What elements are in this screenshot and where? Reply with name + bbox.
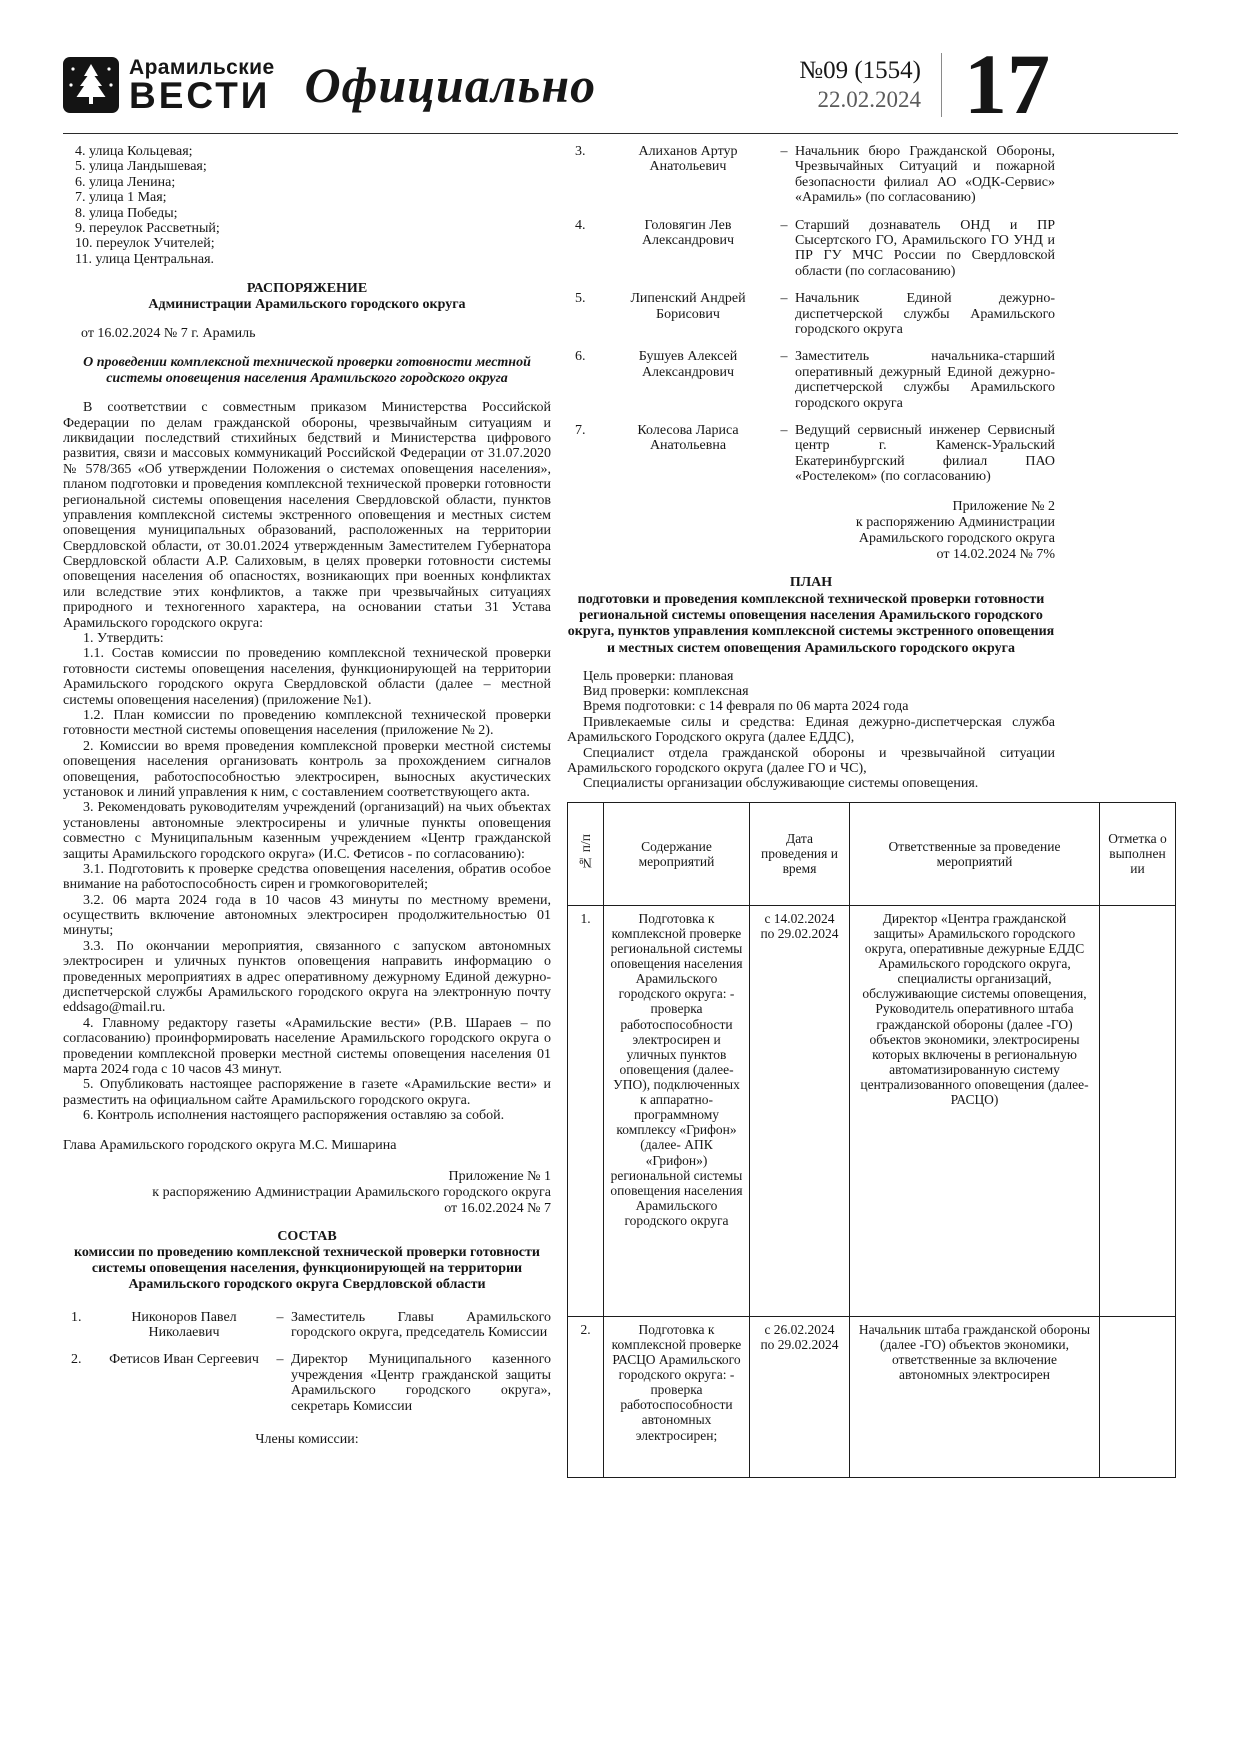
body-paragraph: 1.2. План комиссии по проведению комплексной технической проверки готовности местной системы оповещения населения (приложение № 2).	[63, 707, 551, 739]
order-heading-line2: Администрации Арамильского городского округа	[148, 296, 466, 312]
annex-2-line: Приложение № 2	[952, 498, 1055, 514]
member-name: Липенский Андрей Борисович	[630, 291, 746, 322]
plan-title: ПЛАН	[789, 574, 833, 590]
issue-info	[799, 57, 921, 113]
member-dash: –	[780, 349, 788, 365]
plan-row-date: с 14.02.2024 по 29.02.2024	[750, 905, 850, 1316]
order-subject: О проведении комплексной технической проверки готовности местной системы оповещения населения Арамильского городского округа	[83, 355, 531, 386]
commission-title-line: Арамильского городского округа Свердловской области	[128, 1277, 486, 1293]
commission-title-block	[69, 1229, 545, 1293]
member-name: Головягин Лев Александрович	[641, 217, 735, 249]
member-number: 1.	[71, 1309, 82, 1325]
street-item: 7. улица 1 Мая;	[75, 190, 167, 206]
plan-table-row	[568, 1316, 1176, 1477]
plan-row-mark	[1100, 905, 1176, 1316]
member-dash: –	[780, 422, 788, 438]
member-role: Директор Муниципального казенного учреждения «Центр гражданской защиты Арамильского городского округа», секретарь Комиссии	[291, 1352, 551, 1414]
annex-2-line: от 14.02.2024 № 7%	[936, 546, 1055, 562]
street-item: 6. улица Ленина;	[75, 174, 176, 190]
order-heading-line1: РАСПОРЯЖЕНИЕ	[246, 281, 368, 297]
street-item: 8. улица Победы;	[75, 205, 178, 221]
member-dash: –	[780, 217, 788, 233]
plan-row-number: 2.	[568, 1316, 604, 1477]
brand-name-top: Арамильские	[129, 55, 275, 79]
section-title: Официально	[304, 56, 597, 113]
annex-1-line: Приложение № 1	[448, 1168, 551, 1184]
plan-row-mark	[1100, 1316, 1176, 1477]
col-header-num-label: № п/п	[577, 833, 593, 871]
member-role: Заместитель Главы Арамильского городского округа, председатель Комиссии	[291, 1309, 551, 1340]
member-name: Алиханов Артур Анатольевич	[638, 144, 738, 175]
body-paragraph: 6. Контроль исполнения настоящего распоряжения оставляю за собой.	[83, 1108, 505, 1124]
masthead-divider	[941, 53, 942, 117]
commission-member-row	[567, 349, 1055, 411]
plan-info-line: Специалисты организации обслуживающие системы оповещения.	[583, 776, 979, 792]
page-number: 17	[964, 36, 1050, 132]
street-item: 11. улица Центральная.	[75, 251, 215, 267]
member-role: Старший дознаватель ОНД и ПР Сысертского ГО, Арамильского ГО УНД и ПР ГУ МЧС России по Свердловской области (по согласованию)	[795, 217, 1055, 279]
member-number: 7.	[575, 422, 586, 438]
member-dash: –	[276, 1352, 284, 1368]
members-note: Члены комиссии:	[255, 1431, 359, 1447]
member-number: 5.	[575, 291, 586, 307]
commission-member-row	[567, 291, 1055, 337]
commission-member-row	[567, 144, 1055, 206]
member-dash: –	[780, 144, 788, 160]
body-paragraph: 3.1. Подготовить к проверке средства оповещения населения, обратив особое внимание на работоспособность сирен и громкоговорителей;	[63, 861, 551, 893]
brand-name-bottom: ВЕСТИ	[129, 74, 271, 116]
order-heading	[63, 281, 551, 312]
left-column	[63, 144, 551, 1478]
col-header-num	[568, 802, 604, 905]
annex-2-block	[567, 499, 1055, 563]
annex-2-line: Арамильского городского округа	[858, 530, 1055, 546]
col-header-date: Дата проведения и время	[750, 802, 850, 905]
body-paragraph: 1. Утвердить:	[83, 631, 164, 647]
plan-row-content: Подготовка к комплексной проверке региональной системы оповещения населения Арамильского городского округа: - проверка работоспособности электросирен и уличных пунктов оповещения (далее- УПО), подключенных к аппаратно-программному комплексу «Грифон» (далее- АПК «Грифон») региональной системы оповещения населения Арамильского городского округа	[604, 905, 750, 1316]
commission-title-line: системы оповещения населения, функционирующей на территории	[91, 1261, 523, 1277]
body-paragraph: 3.3. По окончании мероприятия, связанного с запуском автономных электросирен и уличных пунктов оповещения направить информацию о проведенных мероприятиях в адрес оперативному дежурному Единой дежурно-диспетчерской службы Арамильского городского округа на электронную почту eddsago@mail.ru.	[63, 938, 551, 1016]
commission-member-row	[63, 1310, 551, 1341]
col-header-mark: Отметка о выполнении	[1100, 802, 1176, 905]
member-role: Начальник бюро Гражданской Обороны, Чрезвычайных Ситуаций и пожарной безопасности филиал АО «ОДК-Сервис» «Арамиль» (по согласованию)	[795, 144, 1055, 206]
annex-2-line: к распоряжению Администрации	[855, 514, 1055, 530]
plan-info-line: Цель проверки: плановая	[583, 668, 734, 684]
member-dash: –	[276, 1309, 284, 1325]
annex-1-block	[63, 1169, 551, 1217]
plan-row-content: Подготовка к комплексной проверке РАСЦО Арамильского городского округа: - проверка работоспособности автономных электросирен;	[604, 1316, 750, 1477]
order-date-line: от 16.02.2024 № 7 г. Арамиль	[81, 326, 256, 341]
col-header-content: Содержание мероприятий	[604, 802, 750, 905]
body-paragraph: 3. Рекомендовать руководителям учреждений (организаций) на чьих объектах установлены автономные электросирены и уличные пункты оповещения совместно с Муниципальным казенным учреждением «Центр гражданской защиты Арамильского городского округа» (И.С. Фетисов - по согласованию):	[63, 800, 551, 862]
street-item: 10. переулок Учителей;	[75, 236, 215, 252]
street-list	[63, 144, 551, 267]
street-item: 9. переулок Рассветный;	[75, 221, 220, 237]
body-paragraph: 5. Опубликовать настоящее распоряжение в газете «Арамильские вести» и разместить на официальном сайте Арамильского городского округа.	[63, 1077, 551, 1108]
member-name: Никоноров Павел Николаевич	[131, 1309, 237, 1340]
plan-table-row	[568, 905, 1176, 1316]
right-column	[567, 144, 1167, 1478]
newspaper-brand	[63, 55, 275, 116]
tree-emblem-icon	[63, 57, 119, 113]
street-item: 5. улица Ландышевая;	[75, 159, 207, 175]
annex-1-line: к распоряжению Администрации Арамильского городского округа	[152, 1185, 551, 1201]
plan-info-line: Привлекаемые силы и средства: Единая дежурно-диспетчерская служба Арамильского Городского округа (далее ЕДДС),	[567, 714, 1055, 746]
body-paragraph: 3.2. 06 марта 2024 года в 10 часов 43 минуты по местному времени, осуществить включение автономных электросирен продолжительностью 01 минуты;	[63, 892, 551, 939]
brand-text	[129, 55, 275, 116]
annex-1-line: от 16.02.2024 № 7	[444, 1201, 551, 1217]
plan-table	[567, 802, 1176, 1478]
member-role: Ведущий сервисный инженер Сервисный центр г. Каменск-Уральский Екатеринбургский филиал ПАО «Ростелеком» (по согласованию)	[795, 422, 1055, 485]
plan-info-line: Время подготовки: с 14 февраля по 06 марта 2024 года	[583, 699, 909, 715]
body-paragraph: 2. Комиссии во время проведения комплексной проверки местной системы оповещения населения организовать контроль за прохождением сигналов оповещения, работоспособностью электросирен, выносных акустических установок и линий управления к ним, с составлением соответствующего акта.	[63, 738, 551, 800]
plan-row-responsible: Начальник штаба гражданской обороны (далее -ГО) объектов экономики, ответственные за включение автономных электросирен	[850, 1316, 1100, 1477]
member-role: Начальник Единой дежурно-диспетчерской службы Арамильского городского округа	[795, 291, 1055, 337]
plan-subtitle: подготовки и проведения комплексной технической проверки готовности региональной системы оповещения населения Арамильского городского округа, пунктов управления комплексной системы экстренного оповещения и местных систем оповещения Арамильского городского округа	[567, 592, 1055, 656]
member-number: 3.	[575, 144, 586, 160]
member-number: 6.	[575, 349, 586, 365]
body-paragraph: 1.1. Состав комиссии по проведению комплексной технической проверки готовности системы оповещения населения, функционирующей на территории Арамильского городского округа Свердловской области (далее – местной системы оповещения населения) (приложение №1).	[63, 646, 551, 708]
commission-title-line: комиссии по проведению комплексной технической проверки готовности	[74, 1245, 540, 1261]
signature-line: Глава Арамильского городского округа М.С. Мишарина	[63, 1137, 397, 1153]
issue-number: №09 (1554)	[799, 56, 921, 84]
col-header-responsible: Ответственные за проведение мероприятий	[850, 802, 1100, 905]
member-dash: –	[780, 291, 788, 307]
member-number: 2.	[71, 1352, 82, 1368]
member-name: Колесова Лариса Анатольевна	[637, 422, 739, 454]
plan-row-number: 1.	[568, 905, 604, 1316]
commission-member-row	[63, 1352, 551, 1414]
body-paragraph: 4. Главному редактору газеты «Арамильские вести» (Р.В. Шараев – по согласованию) проинформировать население Арамильского городского округа о проведении комплексной проверки местной системы оповещения населения 01 марта 2024 года с 10 часов 43 минут.	[63, 1015, 551, 1077]
street-item: 4. улица Кольцевая;	[75, 144, 193, 160]
member-number: 4.	[575, 217, 586, 233]
plan-info-line: Вид проверки: комплексная	[583, 684, 749, 700]
member-role: Заместитель начальника-старший оперативный дежурный Единой дежурно-диспетчерской службы Арамильского городского округа	[795, 349, 1055, 411]
plan-row-responsible: Директор «Центра гражданской защиты» Арамильского городского округа, оперативные дежурные ЕДДС Арамильского городского округа, специалисты организаций, обслуживающие системы оповещения, Руководитель оперативного штаба гражданской обороны (далее -ГО) объектов экономики, электросирены которых включены в региональную автоматизированную систему централизованного оповещения (далее-РАСЦО)	[850, 905, 1100, 1316]
plan-table-header-row	[568, 802, 1176, 905]
body-paragraph: В соответствии с совместным приказом Министерства Российской Федерации по делам гражданской обороны, чрезвычайным ситуациям и ликвидации последствий стихийных бедствий и Министерства цифрового развития, связи и массовых коммуникаций Российской Федерации от 31.07.2020 № 578/365 «Об утверждении Положения о системах оповещения населения», планом подготовки и проведения комплексной технической проверки готовности региональной системы оповещения населения Свердловской области, пунктов управления комплексной системы экстренного оповещения и местных систем оповещения муниципальных образований, расположенных на территории Свердловской области, от 30.01.2024 утвержденным Заместителем Губернатора Свердловской области А.Р. Салиховым, в целях проверки готовности системы оповещения населения об опасностях, возникающих при военных конфликтах или вследствие этих конфликтов, а также при чрезвычайных ситуациях природного и техногенного характера, на основании статьи 31 Устава Арамильского городского округа:	[63, 400, 551, 631]
masthead	[63, 36, 1178, 134]
commission-member-row	[567, 423, 1055, 485]
issue-date: 22.02.2024	[817, 86, 921, 112]
plan-info-line: Специалист отдела гражданской обороны и чрезвычайной ситуации Арамильского городского округа (далее ГО и ЧС),	[567, 745, 1055, 776]
plan-row-date: с 26.02.2024 по 29.02.2024	[750, 1316, 850, 1477]
member-name: Фетисов Иван Сергеевич	[109, 1352, 259, 1368]
member-name: Бушуев Алексей Александрович	[638, 349, 738, 380]
article-columns	[63, 134, 1178, 1478]
commission-title-line: СОСТАВ	[277, 1229, 337, 1245]
commission-member-row	[567, 218, 1055, 280]
